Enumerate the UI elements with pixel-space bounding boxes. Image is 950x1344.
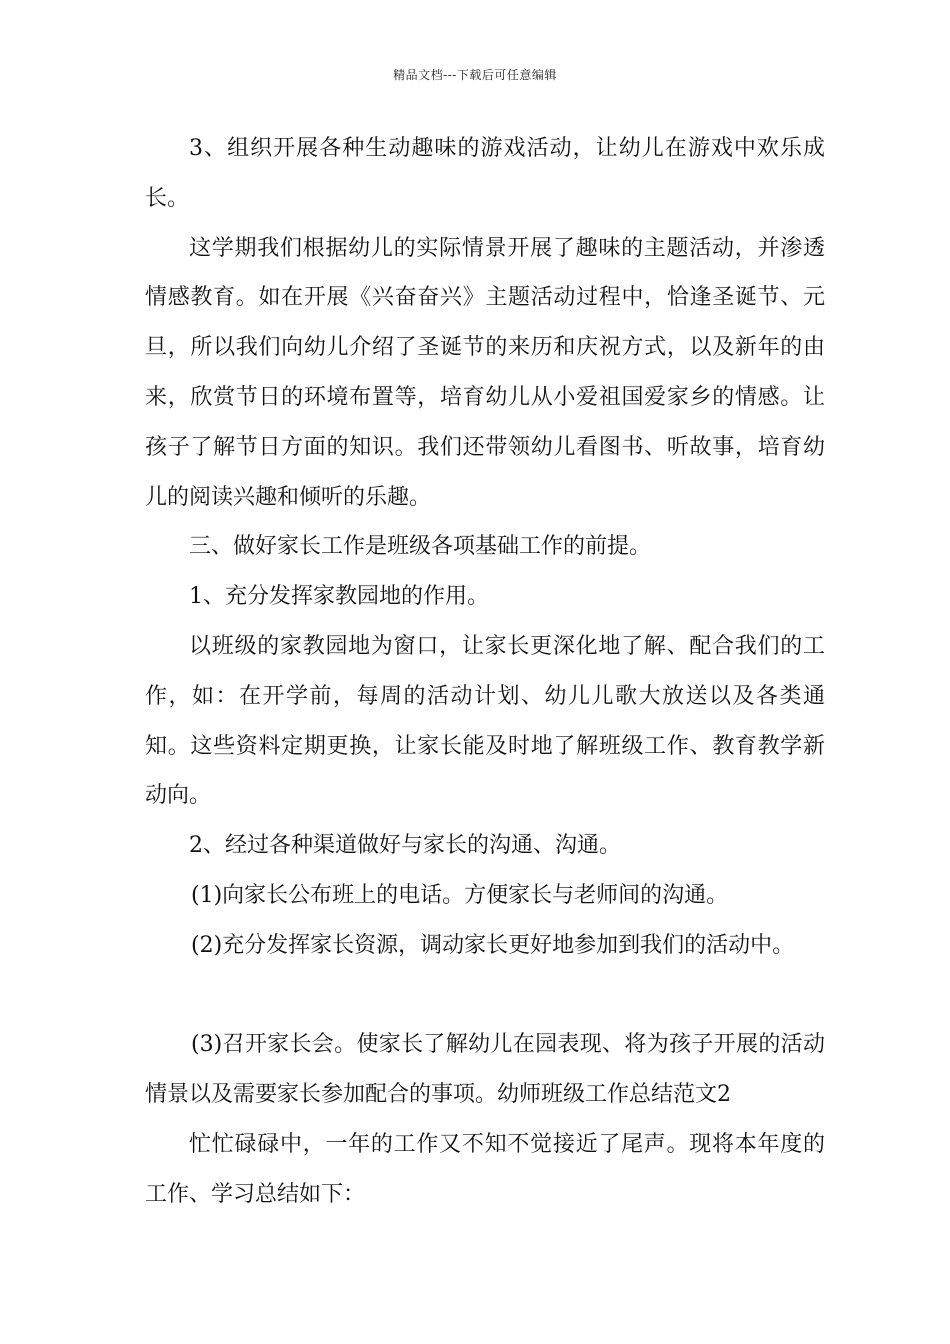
- paragraph-item-1: 1、充分发挥家教园地的作用。: [189, 584, 489, 610]
- paragraph-theme-activities: 这学期我们根据幼儿的实际情景开展了趣味的主题活动，并渗透情感教育。如在开展《兴奋奋兴》主题活动过程中，恰逢圣诞节、元旦，所以我们向幼儿介绍了圣诞节的来历和庆祝方式，以及新年的由来，欣赏节日的环境布置等，培育幼儿从小爱祖国爱家乡的情感。让孩子了解节日方面的知识。我们还带领幼儿看图书、听故事，培育幼儿的阅读兴趣和倾听的乐趣。: [145, 235, 825, 510]
- page-header: 精品文档---下载后可任意编辑: [393, 68, 557, 82]
- paragraph-item-2: 2、经过各种渠道做好与家长的沟通、沟通。: [189, 833, 621, 859]
- list-item-parent-meeting: (3)召开家长会。使家长了解幼儿在园表现、将为孩子开展的活动情景以及需要家长参加配合的事项。幼师班级工作总结范文2: [145, 1032, 825, 1108]
- document-body: [145, 124, 825, 1220]
- section-heading-parent-work: 三、做好家长工作是班级各项基础工作的前提。: [189, 534, 652, 560]
- paragraph-annual-summary: 忙忙碌碌中，一年的工作又不知不觉接近了尾声。现将本年度的工作、学习总结如下：: [145, 1131, 825, 1207]
- blank-line: [145, 971, 825, 1021]
- paragraph-parent-corner: 以班级的家教园地为窗口，让家长更深化地了解、配合我们的工作，如：在开学前，每周的活动计划、幼儿儿歌大放送以及各类通知。这些资料定期更换，让家长能及时地了解班级工作、教育教学新动向。: [145, 633, 825, 809]
- list-item-phone: (1)向家长公布班上的电话。方便家长与老师间的沟通。: [191, 882, 729, 908]
- list-item-parent-resources: (2)充分发挥家长资源，调动家长更好地参加到我们的活动中。: [191, 932, 795, 958]
- paragraph-item-3: 3、组织开展各种生动趣味的游戏活动，让幼儿在游戏中欢乐成长。: [145, 136, 825, 211]
